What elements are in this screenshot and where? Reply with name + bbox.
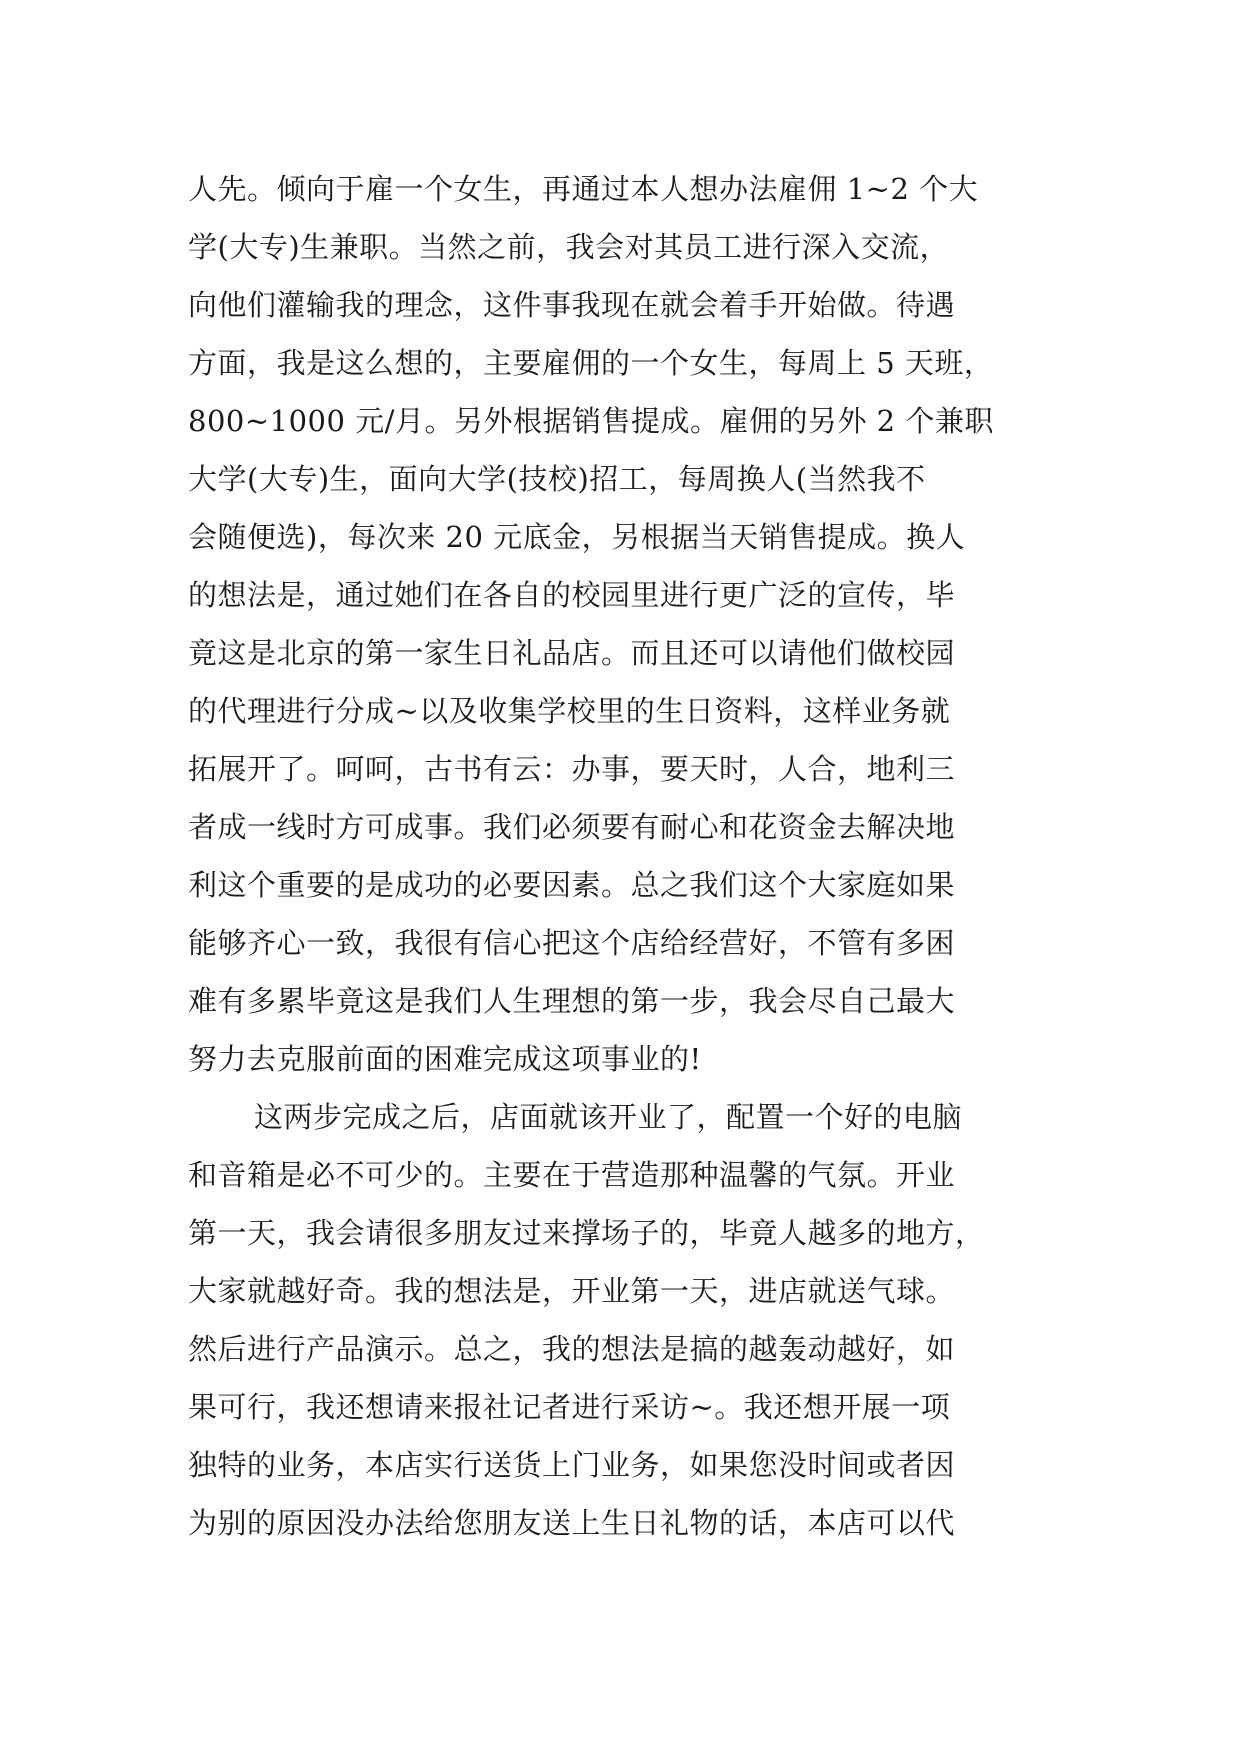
- text-line: 为别的原因没办法给您朋友送上生日礼物的话，本店可以代: [188, 1506, 956, 1540]
- text-line: 独特的业务，本店实行送货上门业务，如果您没时间或者因: [188, 1448, 956, 1482]
- text-line: 学(大专)生兼职。当然之前，我会对其员工进行深入交流，: [188, 230, 950, 264]
- text-line: 努力去克服前面的困难完成这项事业的!: [188, 1042, 702, 1076]
- text-line: 800~1000 元/月。另外根据销售提成。雇佣的另外 2 个兼职: [188, 404, 994, 438]
- text-line: 大家就越好奇。我的想法是，开业第一天，进店就送气球。: [188, 1274, 956, 1308]
- text-line: 向他们灌输我的理念，这件事我现在就会着手开始做。待遇: [188, 288, 956, 322]
- text-line: 人先。倾向于雇一个女生，再通过本人想办法雇佣 1~2 个大: [188, 172, 979, 206]
- text-line: 能够齐心一致，我很有信心把这个店给经营好，不管有多困: [188, 926, 956, 960]
- text-line: 难有多累毕竟这是我们人生理想的第一步，我会尽自己最大: [188, 984, 956, 1018]
- text-line: 然后进行产品演示。总之，我的想法是搞的越轰动越好，如: [188, 1332, 956, 1366]
- text-line: 果可行，我还想请来报社记者进行采访~。我还想开展一项: [188, 1390, 951, 1424]
- text-line: 拓展开了。呵呵，古书有云：办事，要天时，人合，地利三: [188, 752, 956, 786]
- text-line: 和音箱是必不可少的。主要在于营造那种温馨的气氛。开业: [188, 1158, 956, 1192]
- text-line: 大学(大专)生，面向大学(技校)招工，每周换人(当然我不: [188, 462, 926, 496]
- text-line: 方面，我是这么想的，主要雇佣的一个女生，每周上 5 天班，: [188, 346, 994, 380]
- text-line: 这两步完成之后，店面就该开业了，配置一个好的电脑: [254, 1100, 963, 1134]
- paragraph-2: [188, 1088, 1058, 1552]
- text-line: 第一天，我会请很多朋友过来撑场子的，毕竟人越多的地方，: [188, 1216, 985, 1250]
- text-line: 的想法是，通过她们在各自的校园里进行更广泛的宣传，毕: [188, 578, 956, 612]
- text-line: 会随便选)，每次来 20 元底金，另根据当天销售提成。换人: [188, 520, 966, 554]
- text-line: 利这个重要的是成功的必要因素。总之我们这个大家庭如果: [188, 868, 956, 902]
- paragraph-1: [188, 160, 1058, 1088]
- text-line: 竟这是北京的第一家生日礼品店。而且还可以请他们做校园: [188, 636, 956, 670]
- text-line: 的代理进行分成~以及收集学校里的生日资料，这样业务就: [188, 694, 951, 728]
- document-body: [188, 160, 1058, 1552]
- text-line: 者成一线时方可成事。我们必须要有耐心和花资金去解决地: [188, 810, 956, 844]
